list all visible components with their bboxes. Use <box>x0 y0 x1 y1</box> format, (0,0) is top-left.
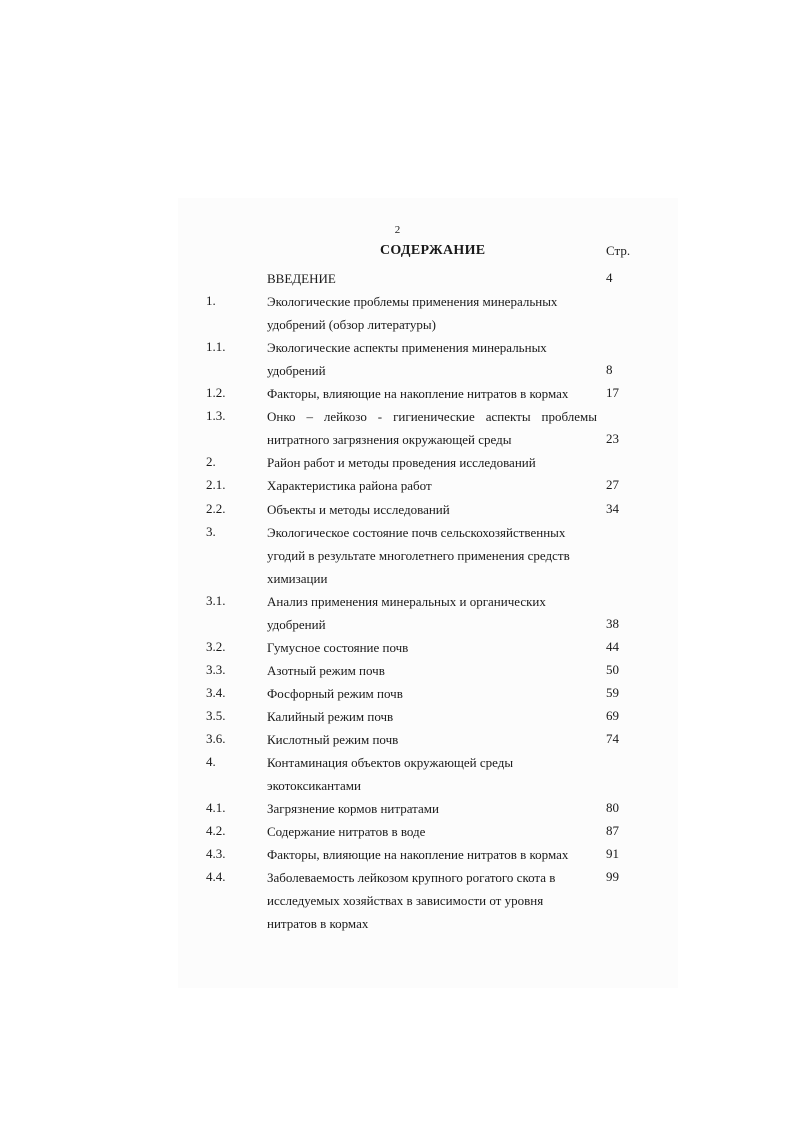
toc-entry-line: Анализ применения минеральных и органических <box>267 593 546 609</box>
toc-entry-page: 8 <box>606 362 613 378</box>
toc-entry-number: 3. <box>206 523 216 539</box>
toc-entry-line: Калийный режим почв <box>267 708 394 724</box>
toc-entry-title <box>267 728 597 751</box>
toc-entry-line: нитратов в кормах <box>267 916 369 932</box>
toc-entry-number: 3.3. <box>206 661 226 677</box>
toc-entry-line: экотоксикантами <box>267 778 361 794</box>
toc-entry-number: 4.4. <box>206 869 226 885</box>
toc-entry-page: 34 <box>606 500 619 516</box>
toc-entry-line: удобрений <box>267 363 326 379</box>
toc-entry-number: 3.1. <box>206 592 226 608</box>
toc-entry-line: Контаминация объектов окружающей среды <box>267 755 514 771</box>
toc-entry-line: нитратного загрязнения окружающей среды <box>267 432 512 448</box>
toc-entry-line: Характеристика района работ <box>267 478 432 494</box>
toc-entry-line: Содержание нитратов в воде <box>267 824 426 840</box>
toc-entry-number: 2.1. <box>206 477 226 493</box>
toc-entry-page: 59 <box>606 684 619 700</box>
toc-entry-number: 3.4. <box>206 684 226 700</box>
toc-entry-title <box>267 636 597 659</box>
toc-entry-page: 17 <box>606 385 619 401</box>
toc-entry-line: Гумусное состояние почв <box>267 639 409 655</box>
toc-entry-title <box>267 682 597 705</box>
toc-entry-page: 91 <box>606 846 619 862</box>
toc-entry-number: 1.1. <box>206 339 226 355</box>
toc-entry-page: 38 <box>606 615 619 631</box>
toc-entry-page: 69 <box>606 707 619 723</box>
toc-entry-line: Экологические аспекты применения минеральных <box>267 340 547 356</box>
toc-entry-title <box>267 451 597 474</box>
toc-entry-line: исследуемых хозяйствах в зависимости от уровня <box>267 893 544 909</box>
toc-entry-number: 3.6. <box>206 731 226 746</box>
toc-entry-line: Заболеваемость лейкозом крупного рогатого скота в <box>267 870 556 886</box>
toc-entry-page: 87 <box>606 823 619 839</box>
toc-entry-line: удобрений (обзор литературы) <box>267 317 436 333</box>
toc-entry-line: Экологические проблемы применения минеральных <box>267 294 558 310</box>
toc-entry-number: 4.3. <box>206 846 226 862</box>
toc-entry-page: 74 <box>606 731 619 746</box>
toc-entry-title <box>267 382 597 405</box>
toc-entry-number: 4.1. <box>206 800 226 816</box>
toc-entry-line: угодий в результате многолетнего применения средств <box>267 547 570 563</box>
toc-entry-line: Онко – лейкозо - гигиенические аспекты проблемы <box>267 409 597 425</box>
toc-entry-title <box>267 474 597 497</box>
toc-entry-title <box>267 705 597 728</box>
toc-entry-page: 23 <box>606 431 619 447</box>
toc-entry-number: 3.5. <box>206 707 226 723</box>
toc-entry-line: Экологическое состояние почв сельскохозяйственных <box>267 524 566 540</box>
toc-entry-title <box>267 866 597 935</box>
toc-entry-line: ВВЕДЕНИЕ <box>267 271 336 286</box>
toc-entry-number: 1.3. <box>206 408 226 424</box>
toc-entry-line: Кислотный режим почв <box>267 732 399 747</box>
toc-entry-number: 1. <box>206 293 216 309</box>
page-title: СОДЕРЖАНИЕ <box>380 243 486 258</box>
toc-entry-line: Факторы, влияющие на накопление нитратов в кормах <box>267 386 569 402</box>
toc-entry-page: 44 <box>606 638 619 654</box>
toc-entry-number: 2.2. <box>206 500 226 516</box>
toc-entry-line: химизации <box>267 570 328 586</box>
toc-entry-number: 2. <box>206 454 216 470</box>
toc-entry-page: 99 <box>606 869 619 885</box>
toc-entry-title <box>267 290 597 336</box>
toc-entry-title <box>267 267 597 290</box>
toc-entry-line: Район работ и методы проведения исследований <box>267 455 536 471</box>
toc-entry-line: Факторы, влияющие на накопление нитратов в кормах <box>267 847 569 863</box>
toc-entry-title <box>267 498 597 521</box>
pages-column-label: Стр. <box>606 243 631 258</box>
toc-entry-title <box>267 521 597 590</box>
toc-entry-page: 27 <box>606 477 619 493</box>
toc-entry-number: 4. <box>206 754 216 770</box>
toc-entry-line: Объекты и методы исследований <box>267 501 450 517</box>
toc-entry-title <box>267 659 597 682</box>
toc-entry-number: 4.2. <box>206 823 226 839</box>
page-number: 2 <box>394 224 401 236</box>
toc-entry-title <box>267 590 597 636</box>
toc-entry-title <box>267 820 597 843</box>
toc-entry-title <box>267 843 597 866</box>
toc-entry-title <box>267 751 597 797</box>
toc-entry-page: 50 <box>606 661 619 677</box>
toc-entry-title <box>267 405 597 451</box>
toc-entry-line: Загрязнение кормов нитратами <box>267 801 439 817</box>
toc-entry-number: 3.2. <box>206 638 226 654</box>
toc-entry-page: 80 <box>606 800 619 816</box>
toc-entry-line: Азотный режим почв <box>267 662 385 678</box>
toc-entry-line: удобрений <box>267 616 326 632</box>
toc-entry-title <box>267 797 597 820</box>
toc-entry-page: 4 <box>606 270 613 285</box>
toc-entry-line: Фосфорный режим почв <box>267 685 403 701</box>
toc-entry-number: 1.2. <box>206 385 226 401</box>
toc-entry-title <box>267 336 597 382</box>
